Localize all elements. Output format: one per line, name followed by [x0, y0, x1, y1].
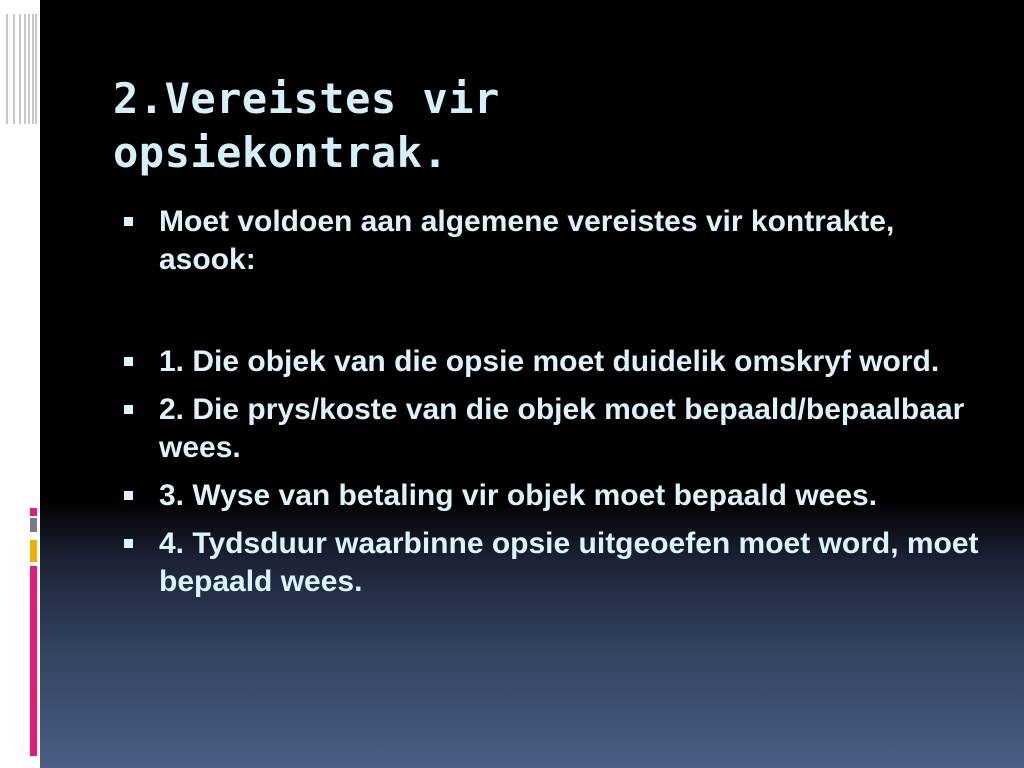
bullet-list	[124, 203, 984, 601]
square-bullet-icon	[124, 405, 133, 414]
title-line-2: opsiekontrak.	[113, 128, 449, 177]
bullet-text: 1. Die objek van die opsie moet duidelik omskryf word.	[159, 345, 940, 378]
square-bullet-icon	[124, 491, 133, 500]
bullet-item	[124, 477, 984, 515]
square-bullet-icon	[124, 217, 133, 226]
square-bullet-icon	[124, 357, 133, 366]
bullet-item	[124, 391, 984, 467]
bullet-text: 2. Die prys/koste van die objek moet bepaald/bepaalbaar wees.	[159, 393, 965, 464]
slide-title	[113, 72, 953, 180]
accent-bar-gray	[30, 518, 37, 532]
vertical-lines-icon	[2, 14, 38, 124]
bullet-item	[124, 203, 984, 279]
square-bullet-icon	[124, 539, 133, 548]
accent-bar-pink-top	[30, 508, 37, 516]
accent-bar-pink-long	[30, 566, 37, 756]
bullet-text: 3. Wyse van betaling vir objek moet bepaald wees.	[159, 479, 878, 512]
bullet-item	[124, 525, 984, 601]
bullet-item	[124, 343, 984, 381]
accent-bar-gold	[30, 540, 37, 562]
title-line-1: 2.Vereistes vir	[113, 74, 500, 123]
bullet-text: Moet voldoen aan algemene vereistes vir kontrakte, asook:	[159, 205, 895, 276]
bullet-text: 4. Tydsduur waarbinne opsie uitgeoefen moet word, moet bepaald wees.	[159, 527, 979, 598]
